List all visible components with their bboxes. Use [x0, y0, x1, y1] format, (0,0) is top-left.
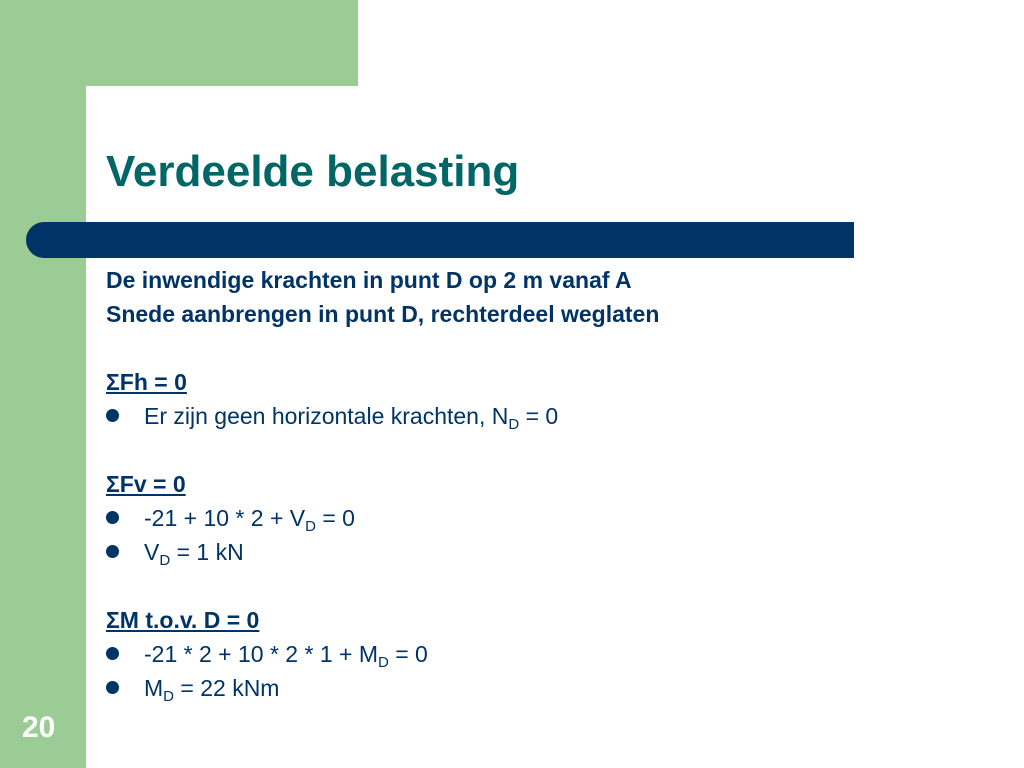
bullet-dot-icon: [106, 681, 119, 694]
section-vertical-forces: [106, 467, 1006, 501]
bullet-dot-icon: [106, 409, 119, 422]
slide-number: 20: [22, 711, 56, 744]
bullet-text: $M_D = 22$ kNm: [144, 675, 280, 705]
bullet-item: [106, 501, 1006, 535]
bullet-dot-icon: [106, 545, 119, 558]
bullet-text: Er zijn geen horizontale krachten, $N_D = 0$: [144, 403, 559, 433]
spacer: [106, 569, 1006, 603]
intro-line-2: Snede aanbrengen in punt D, rechterdeel weglaten: [106, 301, 660, 327]
spacer: [106, 331, 1006, 365]
intro-line-1: De inwendige krachten in punt D op 2 m vanaf A: [106, 267, 632, 293]
bullet-item: [106, 535, 1006, 569]
green-top-band: [0, 0, 358, 86]
slide-title: Verdeelde belasting: [106, 147, 520, 196]
bullet-text: $-21 + 10 * 2 + V_D = 0$: [144, 505, 355, 535]
bullet-item: [106, 399, 1006, 433]
bullet-text: $-21 * 2 + 10 * 2 * 1 + M_D = 0$: [144, 641, 428, 671]
section-heading: ΣM t.o.v. D = 0: [106, 607, 260, 633]
section-heading: ΣFv = 0: [106, 471, 186, 497]
bullet-dot-icon: [106, 511, 119, 524]
bullet-text: $V_D = 1$ kN: [144, 539, 244, 569]
bullet-item: [106, 671, 1006, 705]
spacer: [106, 433, 1006, 467]
bullet-item: [106, 637, 1006, 671]
green-side-band: [0, 0, 86, 768]
section-horizontal-forces: [106, 365, 1006, 399]
section-heading: ΣFh = 0: [106, 369, 187, 395]
slide-body: [106, 263, 1006, 705]
section-moment: [106, 603, 1006, 637]
title-underline-bar: [26, 222, 854, 258]
bullet-dot-icon: [106, 647, 119, 660]
